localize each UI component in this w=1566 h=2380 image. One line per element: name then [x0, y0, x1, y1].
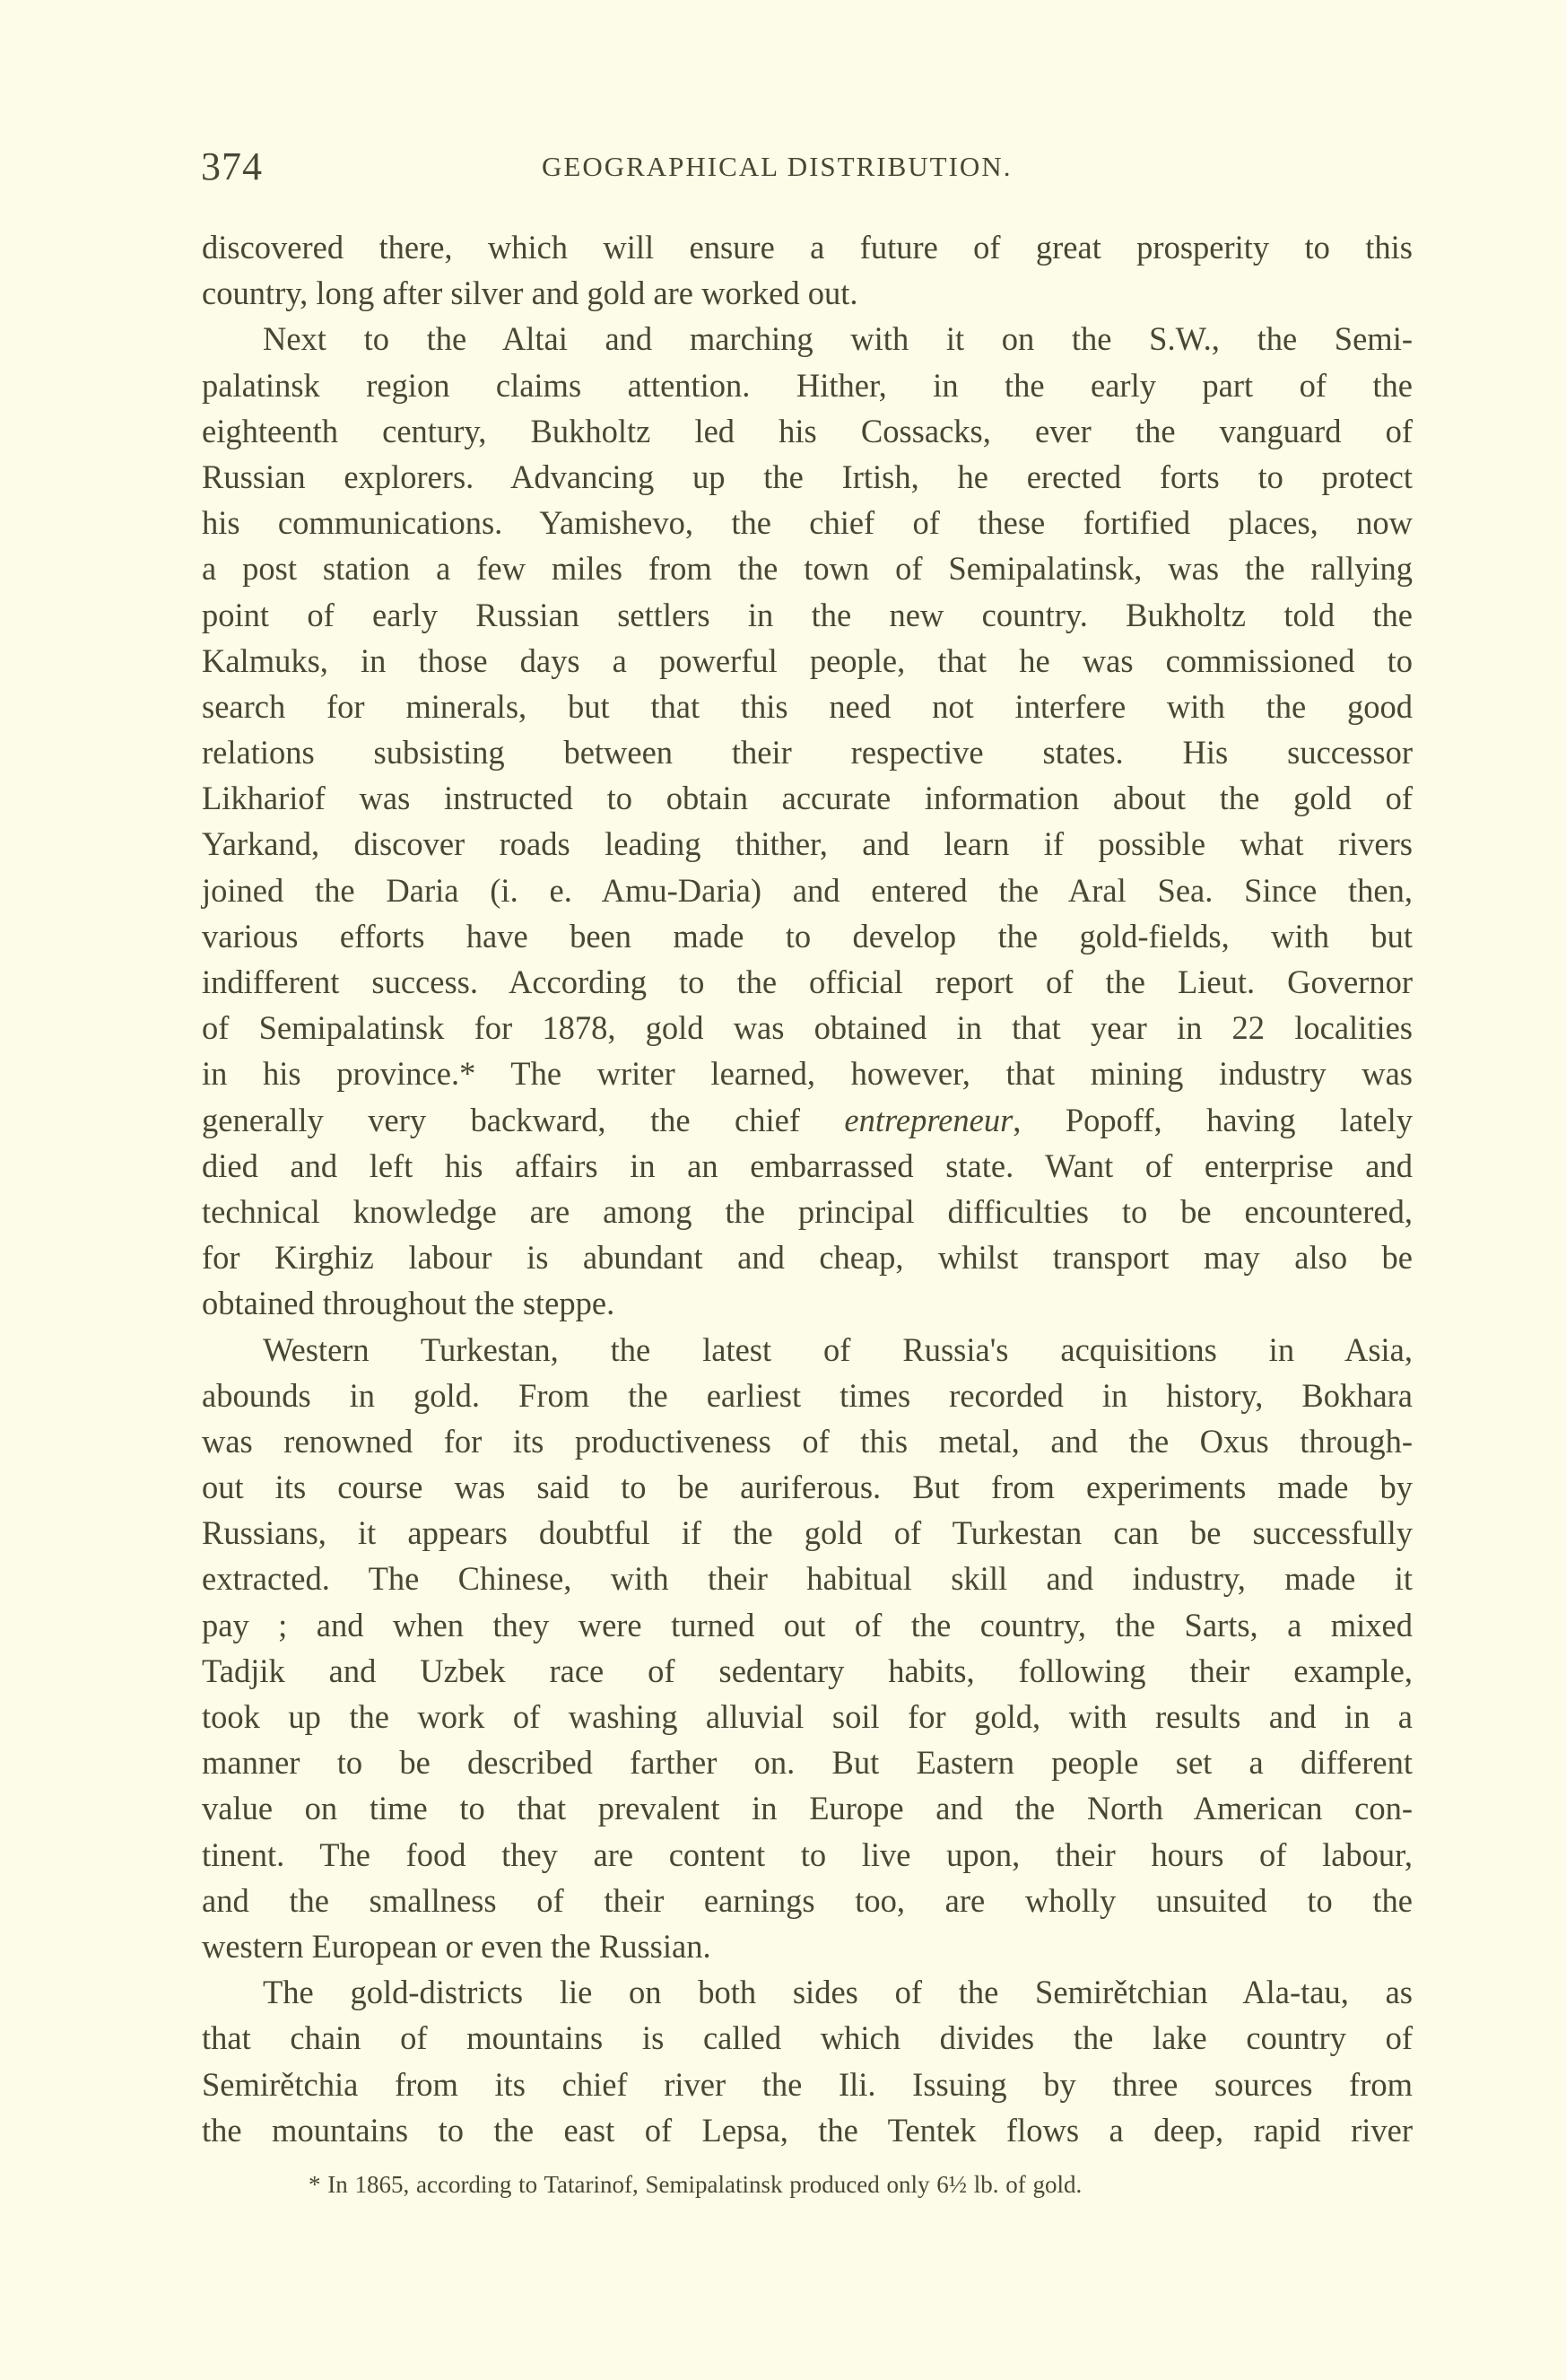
text-line: his communications. Yamishevo, the chief of these fortified places, now	[202, 504, 1413, 542]
text-line: discovered there, which will ensure a future of great prosperity to this	[202, 229, 1413, 266]
text-line: of Semipalatinsk for 1878, gold was obtained in that year in 22 localities	[202, 1009, 1413, 1047]
text-line: Yarkand, discover roads leading thither, and learn if possible what rivers	[202, 825, 1413, 863]
text-line: indifferent success. According to the official report of the Lieut. Governor	[202, 963, 1413, 1000]
running-header: GEOGRAPHICAL DISTRIBUTION.	[542, 151, 1013, 182]
text-line: the mountains to the east of Lepsa, the Tentek flows a deep, rapid river	[202, 2111, 1413, 2149]
footnote: * In 1865, according to Tatarinof, Semipalatinsk produced only 6½ lb. of gold.	[309, 2171, 1083, 2198]
text-line: joined the Daria (i. e. Amu-Daria) and entered the Aral Sea. Since then,	[202, 871, 1413, 909]
text-line: extracted. The Chinese, with their habitual skill and industry, made it	[202, 1560, 1413, 1598]
text-line: palatinsk region claims attention. Hither, in the early part of the	[202, 366, 1413, 404]
text-line: Western Turkestan, the latest of Russia's acquisitions in Asia,	[263, 1330, 1413, 1368]
text-line: Next to the Altai and marching with it on the S.W., the Semi-	[263, 320, 1413, 358]
text-line: The gold-districts lie on both sides of the Semirětchian Ala-tau, as	[263, 1974, 1413, 2011]
text-line: was renowned for its productiveness of this metal, and the Oxus through-	[202, 1422, 1413, 1460]
text-line: for Kirghiz labour is abundant and cheap, whilst transport may also be	[202, 1239, 1413, 1277]
text-line	[202, 1097, 1413, 1143]
text-line: technical knowledge are among the principal difficulties to be encountered,	[202, 1192, 1413, 1230]
text-line: and the smallness of their earnings too, are wholly unsuited to the	[202, 1881, 1413, 1919]
text-line: Tadjik and Uzbek race of sedentary habits, following their example,	[202, 1652, 1413, 1689]
text-line: pay ; and when they were turned out of the country, the Sarts, a mixed	[202, 1606, 1413, 1643]
text-line: Kalmuks, in those days a powerful people, that he was commissioned to	[202, 641, 1413, 679]
body-text	[202, 224, 1413, 2153]
text-line: point of early Russian settlers in the new country. Bukholtz told the	[202, 596, 1413, 633]
text-line: died and left his affairs in an embarrassed state. Want of enterprise and	[202, 1146, 1413, 1184]
text-line: Likhariof was instructed to obtain accurate information about the gold of	[202, 780, 1413, 817]
text-line: relations subsisting between their respective states. His successor	[202, 734, 1413, 772]
text-line: took up the work of washing alluvial soil for gold, with results and in a	[202, 1698, 1413, 1735]
text-line: a post station a few miles from the town of Semipalatinsk, was the rallying	[202, 550, 1413, 588]
text-line: Russian explorers. Advancing up the Irtish, he erected forts to protect	[202, 458, 1413, 495]
text-segment: , Popoff, having lately	[1013, 1101, 1413, 1138]
page-number: 374	[201, 144, 263, 188]
text-line: various efforts have been made to develop the gold-fields, with but	[202, 917, 1413, 955]
italic-term: entrepreneur	[844, 1101, 1014, 1138]
text-line: eighteenth century, Bukholtz led his Cossacks, ever the vanguard of	[202, 412, 1413, 449]
text-line: in his province.* The writer learned, however, that mining industry was	[202, 1055, 1413, 1093]
text-line: search for minerals, but that this need not interfere with the good	[202, 687, 1413, 725]
text-line: western European or even the Russian.	[202, 1927, 711, 1965]
text-line: country, long after silver and gold are worked out.	[202, 275, 858, 312]
text-line: abounds in gold. From the earliest times recorded in history, Bokhara	[202, 1376, 1413, 1414]
text-line: that chain of mountains is called which divides the lake country of	[202, 2019, 1413, 2057]
text-line: Semirětchia from its chief river the Ili. Issuing by three sources from	[202, 2065, 1413, 2103]
text-line: tinent. The food they are content to live upon, their hours of labour,	[202, 1835, 1413, 1873]
text-line: Russians, it appears doubtful if the gold of Turkestan can be successfully	[202, 1514, 1413, 1552]
text-line: manner to be described farther on. But Eastern people set a different	[202, 1744, 1413, 1782]
text-line: out its course was said to be auriferous. But from experiments made by	[202, 1469, 1413, 1506]
text-segment: generally very backward, the chief	[202, 1101, 845, 1138]
text-line: value on time to that prevalent in Europe and the North American con-	[202, 1790, 1413, 1827]
text-line: obtained throughout the steppe.	[202, 1285, 615, 1322]
